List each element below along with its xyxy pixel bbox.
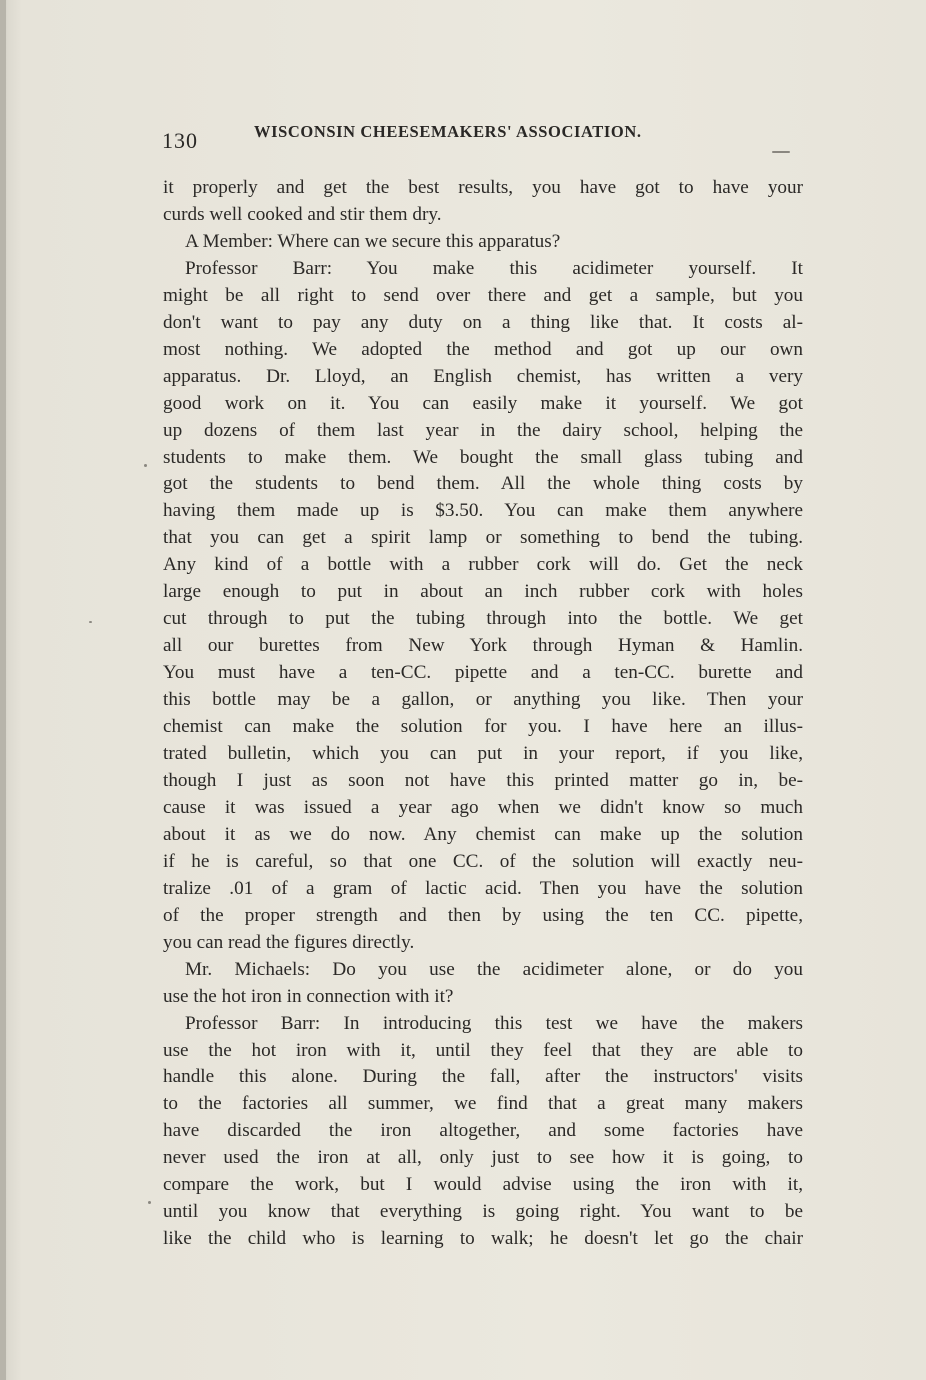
text-line: apparatus. Dr. Lloyd, an English chemist, has written a very <box>163 365 803 387</box>
text-line: you can read the figures directly. <box>163 931 415 953</box>
text-line: You must have a ten-CC. pipette and a ten-CC. burette and <box>163 662 803 684</box>
text-line: A Member: Where can we secure this apparatus? <box>185 230 561 252</box>
page-edge <box>0 0 6 1380</box>
text-line: Professor Barr: In introducing this test we have the makers <box>185 1012 803 1034</box>
page-header <box>162 122 802 152</box>
text-line: large enough to put in about an inch rubber cork with holes <box>163 581 803 603</box>
text-line: got the students to bend them. All the whole thing costs by <box>163 473 803 495</box>
text-line: up dozens of them last year in the dairy school, helping the <box>163 419 803 441</box>
body-text <box>163 175 803 1253</box>
text-line: Any kind of a bottle with a rubber cork will do. Get the neck <box>163 554 803 576</box>
text-line: might be all right to send over there and get a sample, but you <box>163 284 803 306</box>
print-speck <box>144 464 147 467</box>
text-line: use the hot iron with it, until they feel that they are able to <box>163 1039 803 1061</box>
text-line: all our burettes from New York through Hyman & Hamlin. <box>163 635 803 657</box>
text-line: don't want to pay any duty on a thing like that. It costs al- <box>163 311 803 333</box>
text-line: good work on it. You can easily make it yourself. We got <box>163 392 803 414</box>
text-line: if he is careful, so that one CC. of the solution will exactly neu- <box>163 850 803 872</box>
text-line: of the proper strength and then by using the ten CC. pipette, <box>163 904 803 926</box>
text-line: like the child who is learning to walk; he doesn't let go the chair <box>163 1228 803 1250</box>
text-line: trated bulletin, which you can put in your report, if you like, <box>163 743 803 765</box>
text-line: tralize .01 of a gram of lactic acid. Then you have the solution <box>163 877 803 899</box>
text-line: chemist can make the solution for you. I have here an illus- <box>163 716 803 738</box>
text-line: about it as we do now. Any chemist can make up the solution <box>163 823 803 845</box>
print-speck <box>148 1201 151 1204</box>
print-speck <box>89 621 92 623</box>
page-number: 130 <box>162 128 198 153</box>
text-line: to the factories all summer, we find that a great many makers <box>163 1093 803 1115</box>
text-line: Professor Barr: You make this acidimeter yourself. It <box>185 257 803 279</box>
text-line: use the hot iron in connection with it? <box>163 985 454 1007</box>
print-speck <box>772 151 790 153</box>
text-line: handle this alone. During the fall, after the instructors' visits <box>163 1066 803 1088</box>
text-line: that you can get a spirit lamp or something to bend the tubing. <box>163 527 803 549</box>
text-line: it properly and get the best results, you have got to have your <box>163 177 803 198</box>
text-line: have discarded the iron altogether, and some factories have <box>163 1120 803 1142</box>
text-line: cause it was issued a year ago when we didn't know so much <box>163 796 803 818</box>
text-line: though I just as soon not have this printed matter go in, be- <box>163 769 803 791</box>
text-line: curds well cooked and stir them dry. <box>163 203 442 225</box>
text-line: students to make them. We bought the small glass tubing and <box>163 446 803 468</box>
text-line: never used the iron at all, only just to see how it is going, to <box>163 1147 803 1169</box>
text-line: Mr. Michaels: Do you use the acidimeter alone, or do you <box>185 958 803 980</box>
text-line: this bottle may be a gallon, or anything you like. Then your <box>163 689 803 711</box>
text-line: cut through to put the tubing through into the bottle. We get <box>163 608 803 630</box>
text-line: having them made up is $3.50. You can make them anywhere <box>163 500 803 522</box>
text-line: most nothing. We adopted the method and got up our own <box>163 338 803 360</box>
running-head: WISCONSIN CHEESEMAKERS' ASSOCIATION. <box>254 122 642 141</box>
text-line: until you know that everything is going right. You want to be <box>163 1201 803 1223</box>
text-line: compare the work, but I would advise using the iron with it, <box>163 1174 803 1196</box>
